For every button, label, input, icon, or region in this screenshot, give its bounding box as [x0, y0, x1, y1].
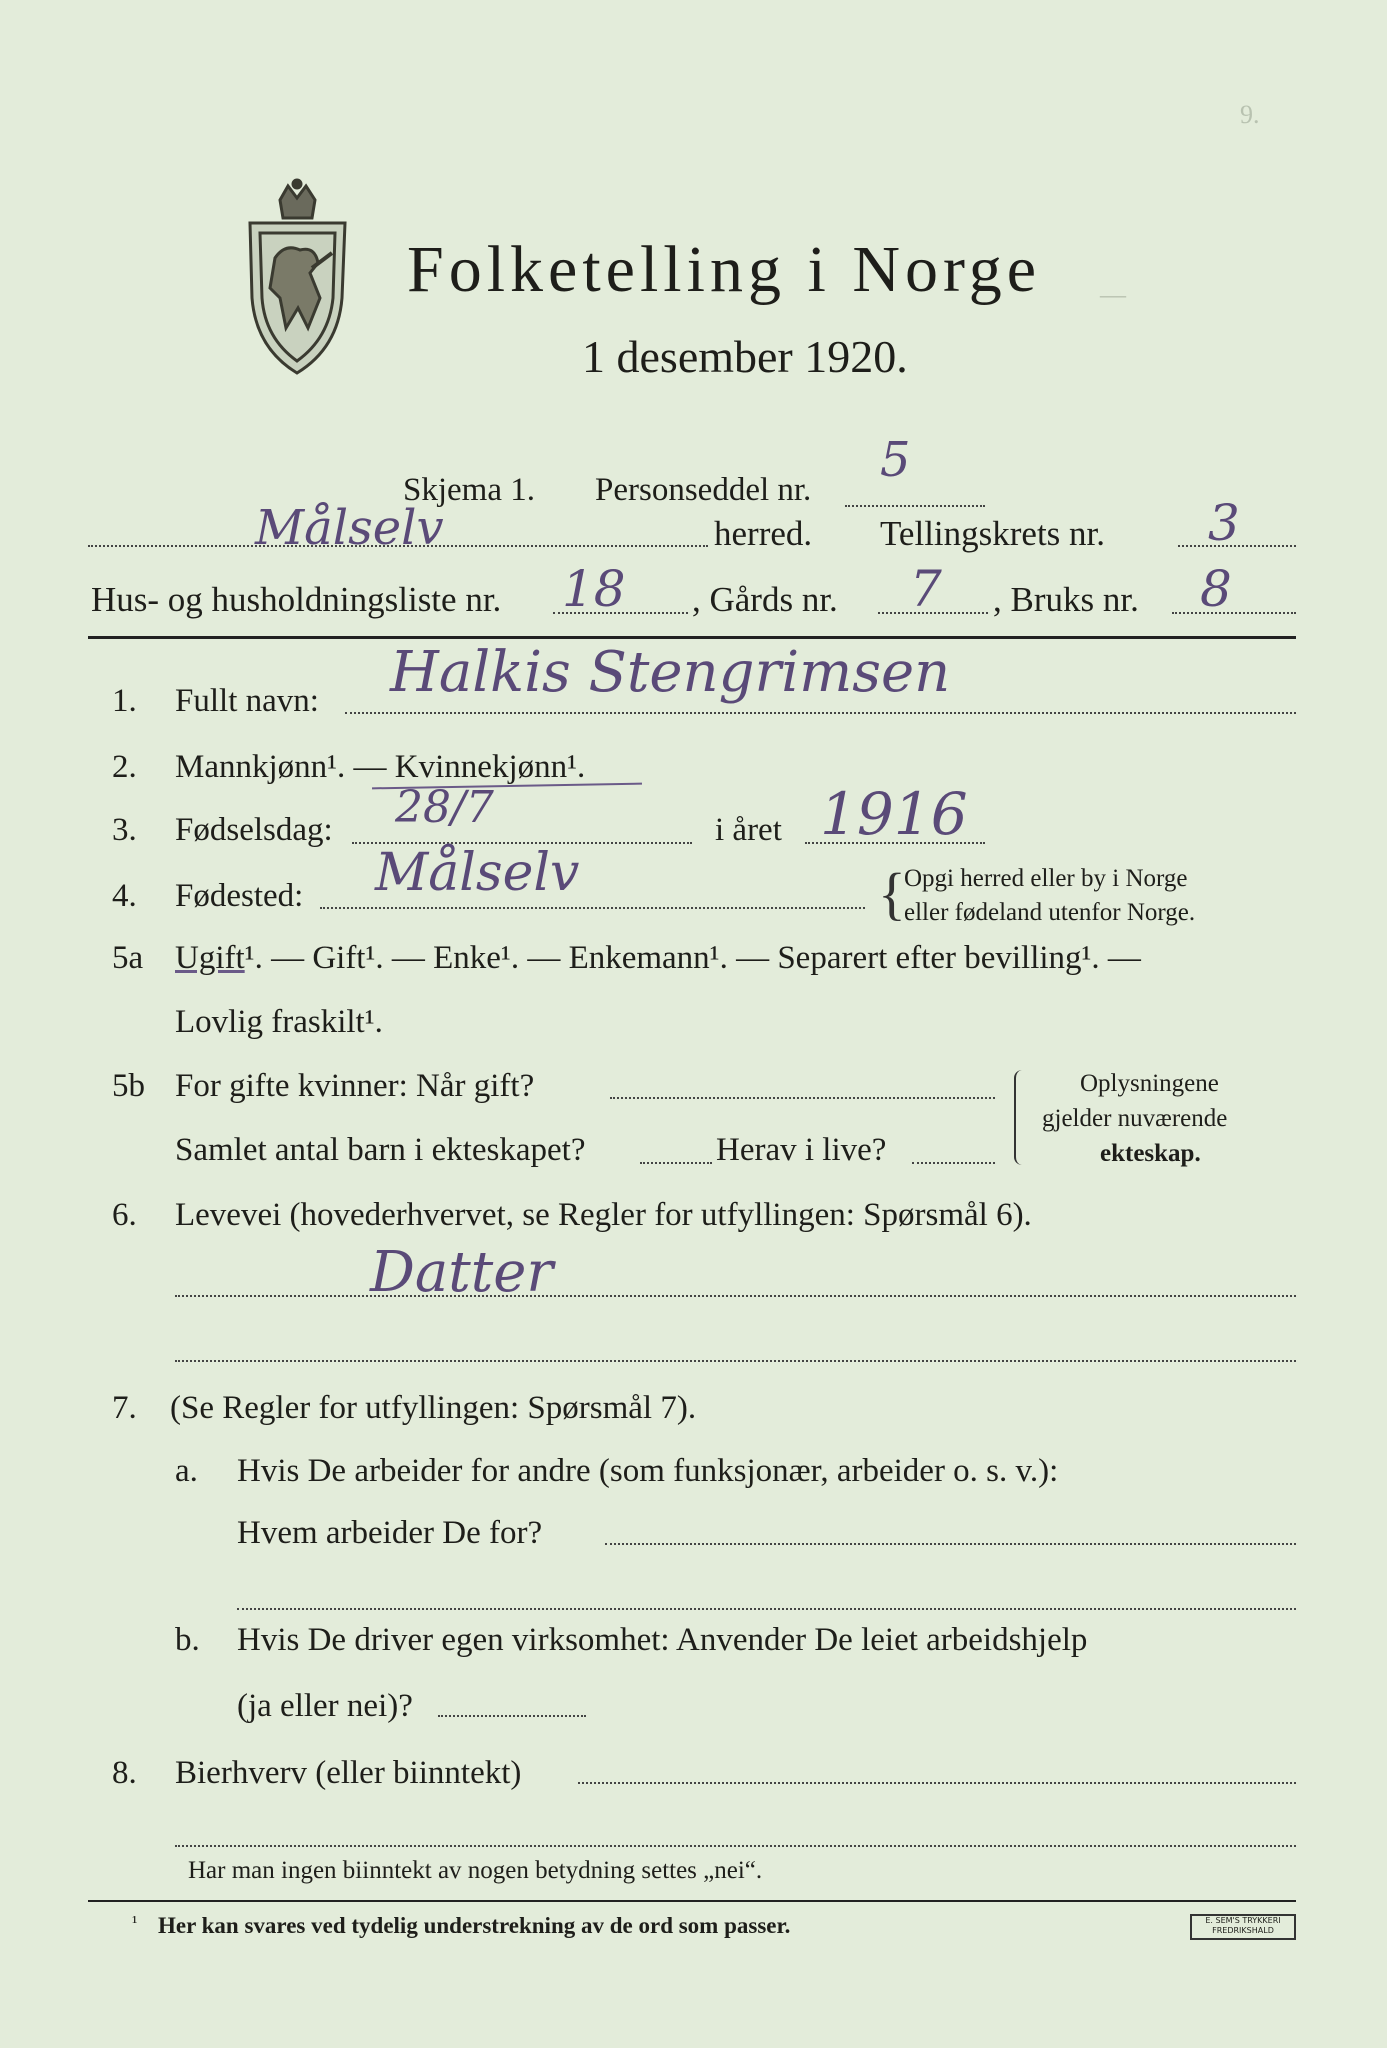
bleed-through: 9. [1240, 100, 1260, 129]
q5a-label [175, 940, 1141, 977]
q5a-line2: Lovlig fraskilt¹. [175, 1004, 383, 1040]
q7a-line-2 [237, 1608, 1296, 1610]
q5b-children-label: Samlet antal barn i ekteskapet? [175, 1132, 586, 1168]
q5b-label: For gifte kvinner: Når gift? [175, 1068, 535, 1104]
footnote-mark: ¹ [132, 1912, 138, 1932]
q5b-number: 5b [112, 1068, 145, 1104]
q3-year-label: i året [715, 812, 782, 848]
q7a-line [605, 1543, 1296, 1545]
q5b-children-line [640, 1162, 712, 1164]
bruks-line [1172, 612, 1296, 614]
q4-line [320, 907, 865, 909]
q4-number: 4. [112, 878, 137, 914]
q4-value: Målselv [375, 843, 580, 903]
schema-label: Skjema 1. [403, 472, 535, 508]
q5b-note-1: Oplysningene [1080, 1070, 1219, 1097]
q1-label: Fullt navn: [175, 683, 319, 719]
q7a-letter: a. [175, 1453, 198, 1489]
q1-value: Halkis Stengrimsen [390, 640, 951, 705]
husholdning-label: Hus- og husholdningsliste nr. [91, 580, 502, 619]
q6-number: 6. [112, 1197, 137, 1233]
tellingskrets-value: 3 [1208, 494, 1240, 552]
personseddel-label: Personseddel nr. [595, 472, 812, 508]
q8-number: 8. [112, 1755, 137, 1791]
gards-value: 7 [910, 560, 942, 618]
form-title: Folketelling i Norge [407, 233, 1042, 306]
q5a-number: 5a [112, 940, 144, 976]
q7-number: 7. [112, 1390, 137, 1426]
herred-value: Målselv [255, 500, 444, 556]
q5b-bracket [1014, 1070, 1026, 1165]
q8-line-2 [175, 1845, 1296, 1847]
printer-stamp: E. SEM'S TRYKKERI FREDRIKSHALD [1190, 1914, 1296, 1940]
norway-coat-of-arms-icon [240, 178, 355, 378]
q4-brace: { [878, 861, 906, 926]
footer-divider [88, 1900, 1296, 1902]
footnote-text: Her kan svares ved tydelig understrekning av de ord som passer. [158, 1913, 791, 1938]
husholdning-value: 18 [562, 560, 626, 618]
q8-line [578, 1782, 1296, 1784]
q5a-options: ¹. — Gift¹. — Enke¹. — Enkemann¹. — Separert efter bevilling¹. — [244, 940, 1141, 976]
q2-number: 2. [112, 749, 137, 785]
q1-line [345, 712, 1296, 714]
q5b-note-3: ekteskap. [1100, 1140, 1201, 1167]
q7b-letter: b. [175, 1622, 200, 1658]
q6-line-1 [175, 1295, 1296, 1297]
q3-value: 28/7 [395, 782, 494, 833]
q7-label: (Se Regler for utfyllingen: Spørsmål 7). [170, 1390, 697, 1426]
q7b-line [438, 1715, 586, 1717]
bruks-value: 8 [1200, 560, 1232, 618]
q7b-label: Hvis De driver egen virksomhet: Anvender De leiet arbeidshjelp [237, 1622, 1088, 1658]
form-date: 1 desember 1920. [582, 331, 908, 382]
personseddel-line [845, 505, 985, 507]
q7b-line2: (ja eller nei)? [237, 1688, 413, 1724]
q8-label: Bierhverv (eller biinntekt) [175, 1755, 522, 1791]
q4-note-2: eller fødeland utenfor Norge. [904, 899, 1196, 926]
q5b-when-line [610, 1097, 995, 1099]
q7a-line2: Hvem arbeider De for? [237, 1515, 543, 1551]
herred-label: herred. [714, 514, 813, 553]
gards-label: , Gårds nr. [692, 580, 838, 619]
q6-line-2 [175, 1360, 1296, 1362]
q5b-alive-label: Herav i live? [716, 1132, 887, 1168]
q4-label: Fødested: [175, 878, 304, 914]
q1-number: 1. [112, 683, 137, 719]
q3-number: 3. [112, 812, 137, 848]
q5a-ugift-option: Ugift [175, 940, 245, 976]
q5b-note-2: gjelder nuværende [1042, 1105, 1228, 1132]
q6-label: Levevei (hovederhvervet, se Regler for utfyllingen: Spørsmål 6). [175, 1197, 1032, 1233]
bleed-through: — [1100, 280, 1126, 309]
bruks-label: , Bruks nr. [993, 580, 1139, 619]
q2-label: Mannkjønn¹. — Kvinnekjønn¹. [175, 749, 586, 785]
q7a-label: Hvis De arbeider for andre (som funksjonær, arbeider o. s. v.): [237, 1453, 1059, 1489]
q4-note-1: Opgi herred eller by i Norge [904, 865, 1188, 892]
personseddel-value: 5 [880, 432, 911, 488]
q6-value: Datter [370, 1240, 554, 1305]
q8-note: Har man ingen biinntekt av nogen betydning settes „nei“. [188, 1857, 763, 1884]
q3-label: Fødselsdag: [175, 812, 333, 848]
q5b-alive-line [912, 1162, 995, 1164]
q3-year-value: 1916 [820, 780, 968, 848]
tellingskrets-label: Tellingskrets nr. [880, 514, 1106, 553]
header-divider [88, 636, 1296, 639]
